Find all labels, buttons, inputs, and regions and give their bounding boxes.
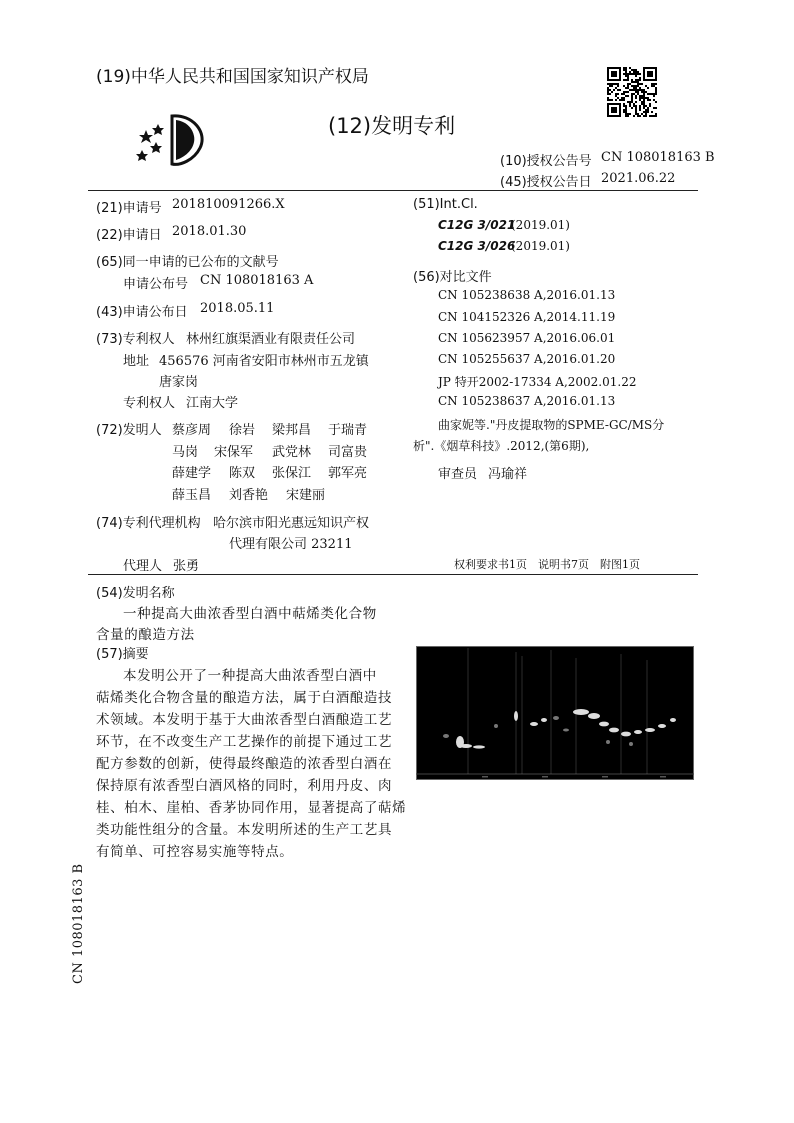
literature-line-2: 析".《烟草科技》.2012,(第6期),: [413, 439, 590, 453]
patentee2-name: 江南大学: [186, 396, 239, 411]
inventor: 武党林: [272, 445, 312, 460]
prior-pub-label: (65)同一申请的已公布的文献号: [96, 255, 279, 270]
inventor: 徐岩: [229, 423, 256, 438]
ref-item: JP 特开2002-17334 A,2002.01.22: [438, 375, 637, 389]
examiner-name: 冯瑜祥: [488, 467, 528, 482]
inventor: 刘香艳: [229, 488, 269, 503]
agent-name: 张勇: [173, 559, 200, 574]
document-type: (12)发明专利: [328, 114, 456, 138]
ref-item: CN 105238637 A,2016.01.13: [438, 394, 616, 408]
inventor: 马岗: [172, 445, 199, 460]
abstract-line: 保持原有浓香型白酒风格的同时，利用丹皮、肉: [96, 778, 393, 794]
abstract-line: 有简单、可控容易实施等特点。: [96, 844, 294, 860]
inventors-label: (72)发明人: [96, 423, 162, 438]
header-divider: [88, 190, 698, 191]
abstract-line: 萜烯类化合物含量的酿造方法，属于白酒酿造技: [96, 690, 393, 706]
grant-pub-date-label: (45)授权公告日: [500, 175, 592, 190]
ref-item: CN 105255637 A,2016.01.20: [438, 352, 616, 366]
abstract-line: 本发明公开了一种提高大曲浓香型白酒中: [123, 668, 377, 684]
abstract-line: 桂、柏木、崖柏、香茅协同作用，显著提高了萜烯: [96, 800, 407, 816]
patentee2-label: 专利权人: [123, 396, 176, 411]
invention-title-line-1: 一种提高大曲浓香型白酒中萜烯类化合物: [123, 606, 377, 622]
intcl-year: (2019.01): [511, 218, 570, 232]
patentee-name: 林州红旗渠酒业有限责任公司: [186, 332, 356, 347]
invention-title-line-2: 含量的酿造方法: [96, 627, 195, 643]
address-line-2: 唐家岗: [159, 375, 199, 390]
abstract-figure: [416, 646, 694, 780]
ref-item: CN 105623957 A,2016.06.01: [438, 331, 616, 345]
intcl-code: C12G 3/026: [438, 239, 516, 253]
inventor: 张保江: [272, 466, 312, 481]
inventor: 郭军亮: [328, 466, 368, 481]
examiner-label: 审查员: [438, 467, 478, 482]
inventor: 梁邦昌: [272, 423, 312, 438]
side-doc-number: CN 108018163 B: [71, 863, 86, 984]
inventor: 于瑞青: [328, 423, 368, 438]
inventor: 陈双: [229, 466, 256, 481]
patentee-label: (73)专利权人: [96, 332, 175, 347]
inventor: 司富贵: [328, 445, 368, 460]
agency-line-2: 代理有限公司 23211: [229, 537, 353, 552]
inventor: 宋建丽: [286, 488, 326, 503]
address-line-1: 456576 河南省安阳市林州市五龙镇: [159, 354, 369, 369]
refs-label: (56)对比文件: [413, 270, 492, 285]
app-date: 2018.01.30: [172, 224, 247, 239]
abstract-label: (57)摘要: [96, 647, 149, 662]
abstract-line: 环节，在不改变生产工艺操作的前提下通过工艺: [96, 734, 393, 750]
abstract-line: 类功能性组分的含量。本发明所述的生产工艺具: [96, 822, 393, 838]
app-pub-date: 2018.05.11: [200, 301, 275, 316]
inventor: 宋保军: [214, 445, 254, 460]
agency-line-1: 哈尔滨市阳光惠远知识产权: [213, 516, 370, 531]
grant-pub-no: CN 108018163 B: [601, 150, 715, 165]
inventor: 蔡彦周: [172, 423, 212, 438]
body-divider: [88, 574, 698, 575]
ref-item: CN 105238638 A,2016.01.13: [438, 288, 616, 302]
qr-code-icon: [607, 67, 657, 117]
intcl-year: (2019.01): [511, 239, 570, 253]
intcl-label: (51)Int.Cl.: [413, 197, 478, 212]
agency-label: (74)专利代理机构: [96, 516, 201, 531]
grant-pub-no-label: (10)授权公告号: [500, 154, 592, 169]
app-no: 201810091266.X: [172, 197, 285, 212]
ref-item: CN 104152326 A,2014.11.19: [438, 310, 616, 324]
page-counts: 权利要求书1页 说明书7页 附图1页: [454, 558, 640, 571]
office-title: (19)中华人民共和国国家知识产权局: [96, 67, 369, 87]
app-date-label: (22)申请日: [96, 228, 162, 243]
app-pub-no-label: 申请公布号: [123, 277, 189, 292]
app-pub-date-label: (43)申请公布日: [96, 305, 188, 320]
abstract-line: 术领域。本发明于基于大曲浓香型白酒酿造工艺: [96, 712, 393, 728]
app-pub-no: CN 108018163 A: [200, 273, 314, 288]
app-no-label: (21)申请号: [96, 201, 162, 216]
intcl-code: C12G 3/021: [438, 218, 516, 232]
address-label: 地址: [123, 354, 150, 369]
inventor: 薛建学: [172, 466, 212, 481]
invention-title-label: (54)发明名称: [96, 586, 175, 601]
inventor: 薛玉昌: [172, 488, 212, 503]
abstract-line: 配方参数的创新，使得最终酿造的浓香型白酒在: [96, 756, 393, 772]
literature-line-1: 曲家妮等."丹皮提取物的SPME-GC/MS分: [438, 418, 665, 432]
grant-pub-date: 2021.06.22: [601, 171, 676, 186]
agent-label: 代理人: [123, 559, 163, 574]
cnipa-logo-icon: [132, 108, 208, 168]
